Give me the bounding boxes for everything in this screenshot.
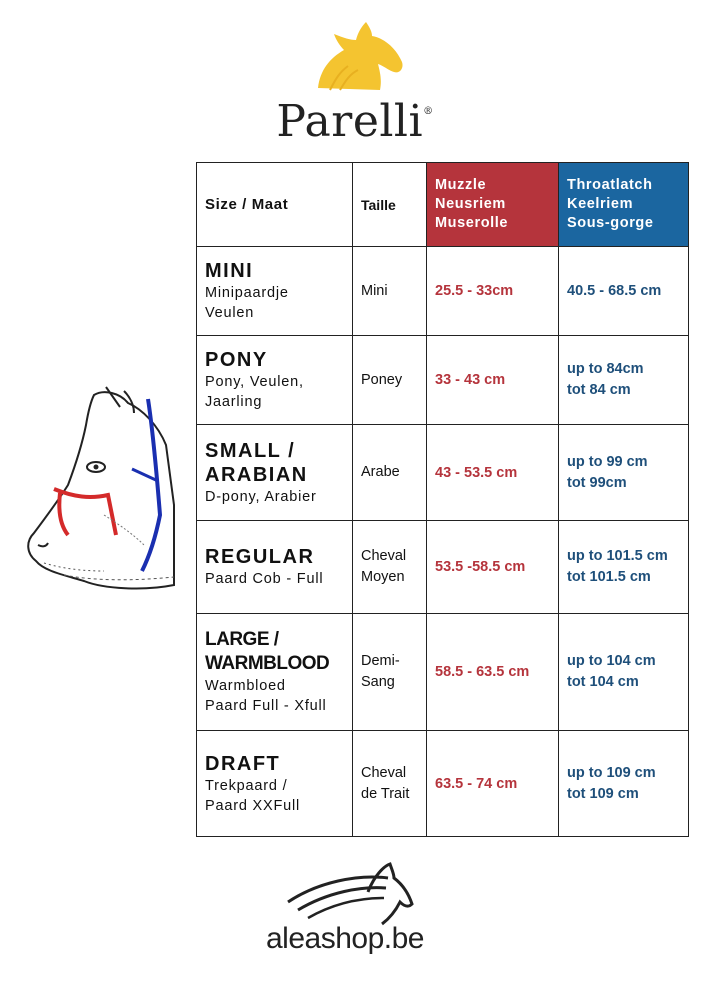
table-row	[197, 425, 689, 521]
taille-cell	[353, 336, 427, 425]
taille-text: Cheval	[361, 764, 407, 781]
taille-text: Moyen	[361, 569, 405, 585]
size-cell	[197, 247, 353, 336]
muzzle-cell: 43 - 53.5 cm	[427, 425, 559, 521]
throat-cell	[559, 521, 689, 614]
parelli-logo	[270, 18, 440, 147]
size-sub: Paard XXFull	[205, 797, 301, 814]
taille-cell	[353, 521, 427, 614]
size-sub: Veulen	[205, 305, 255, 321]
throat-text: up to 104 cm	[567, 653, 656, 669]
size-cell	[197, 731, 353, 837]
size-name: REGULAR	[205, 546, 315, 568]
muzzle-cell: 53.5 -58.5 cm	[427, 521, 559, 614]
header-muzzle-fr: Muserolle	[435, 215, 509, 231]
size-sub: Paard Cob - Full	[205, 571, 324, 587]
header-throat-nl: Keelriem	[567, 196, 634, 212]
taille-text: Poney	[361, 371, 403, 388]
taille-text: de Trait	[361, 785, 410, 802]
size-cell	[197, 425, 353, 521]
header-taille: Taille	[353, 163, 427, 247]
taille-text: Arabe	[361, 464, 400, 480]
throat-text: 40.5 - 68.5 cm	[567, 282, 662, 299]
aleashop-wordmark: aleashop.be	[266, 922, 424, 955]
aleashop-logo	[258, 862, 458, 972]
header-throat	[559, 163, 689, 247]
taille-cell	[353, 425, 427, 521]
size-sub: Paard Full - Xfull	[205, 698, 327, 714]
throat-cell	[559, 614, 689, 731]
size-name: DRAFT	[205, 752, 281, 775]
horse-halter-sketch-icon	[24, 385, 176, 595]
parelli-wordmark: Parelli®	[276, 96, 434, 147]
size-cell	[197, 614, 353, 731]
throat-text: tot 109 cm	[567, 785, 639, 802]
throat-cell	[559, 731, 689, 837]
throat-text: tot 101.5 cm	[567, 569, 651, 585]
size-name: LARGE / WARMBLOOD	[205, 629, 330, 674]
size-sub: Minipaardje	[205, 285, 289, 301]
taille-cell	[353, 614, 427, 731]
table-row	[197, 247, 689, 336]
taille-cell	[353, 731, 427, 837]
size-cell	[197, 336, 353, 425]
header-throat-en: Throatlatch	[567, 177, 653, 193]
taille-text: Mini	[361, 282, 388, 299]
size-cell	[197, 521, 353, 614]
size-sub: Warmbloed	[205, 678, 286, 694]
throat-text: up to 99 cm	[567, 453, 648, 470]
taille-text: Sang	[361, 674, 395, 690]
muzzle-cell: 63.5 - 74 cm	[427, 731, 559, 837]
throat-text: tot 84 cm	[567, 382, 631, 398]
table-row	[197, 336, 689, 425]
table-header-row	[197, 163, 689, 247]
throat-cell	[559, 247, 689, 336]
taille-text: Demi-	[361, 653, 400, 669]
size-name: PONY	[205, 349, 268, 371]
muzzle-cell: 33 - 43 cm	[427, 336, 559, 425]
header-muzzle-en: Muzzle	[435, 177, 487, 193]
throat-text: up to 84cm	[567, 361, 644, 377]
taille-text: Cheval	[361, 548, 407, 564]
taille-cell	[353, 247, 427, 336]
horse-head-icon	[300, 18, 410, 96]
header-muzzle-nl: Neusriem	[435, 196, 506, 212]
muzzle-cell: 58.5 - 63.5 cm	[427, 614, 559, 731]
size-sub: Trekpaard /	[205, 777, 288, 794]
size-sub: D-pony, Arabier	[205, 488, 317, 505]
size-sub: Pony, Veulen,	[205, 374, 304, 390]
size-table	[196, 162, 689, 837]
table-row	[197, 614, 689, 731]
size-name: MINI	[205, 260, 254, 282]
throat-cell	[559, 425, 689, 521]
throat-text: up to 109 cm	[567, 764, 656, 781]
size-name: SMALL / ARABIAN	[205, 439, 308, 486]
table-row	[197, 731, 689, 837]
header-size: Size / Maat	[197, 163, 353, 247]
table-row	[197, 521, 689, 614]
throat-text: tot 99cm	[567, 474, 627, 491]
throat-text: tot 104 cm	[567, 674, 639, 690]
throat-text: up to 101.5 cm	[567, 548, 668, 564]
header-muzzle	[427, 163, 559, 247]
size-sub: Jaarling	[205, 394, 263, 410]
header-throat-fr: Sous-gorge	[567, 215, 654, 231]
muzzle-cell: 25.5 - 33cm	[427, 247, 559, 336]
throat-cell	[559, 336, 689, 425]
